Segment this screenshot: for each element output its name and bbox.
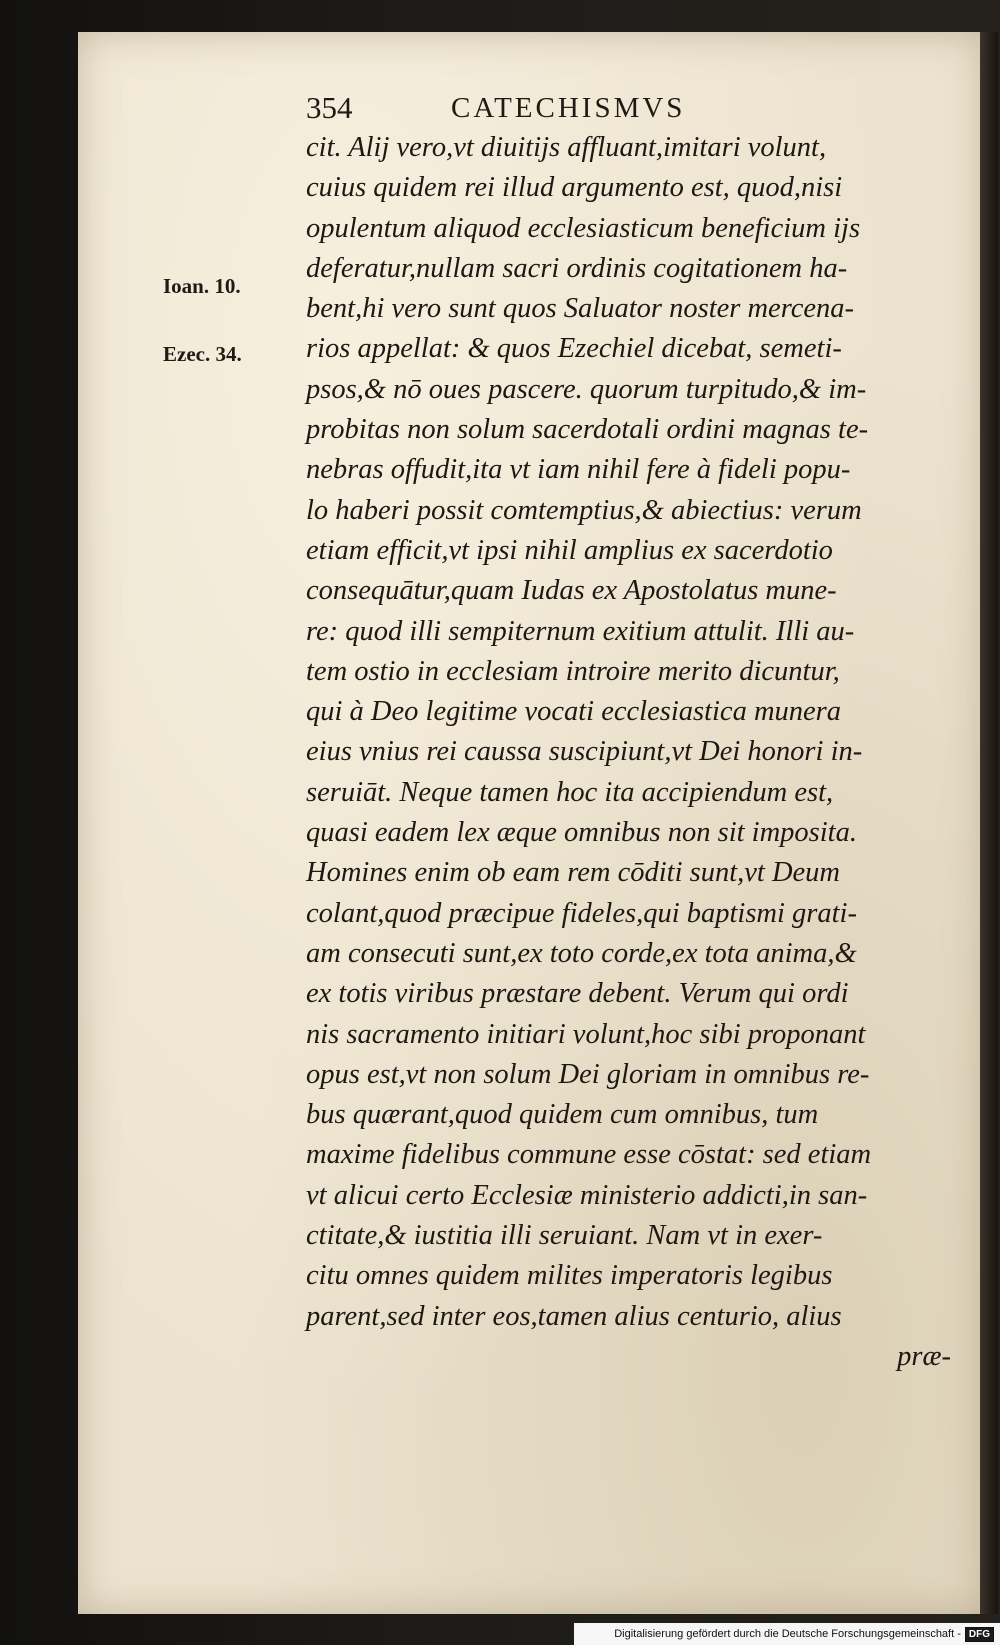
text-line: parent,sed inter eos,tamen alius centurio, alius xyxy=(306,1300,842,1332)
text-line: citu omnes quidem milites imperatoris legibus xyxy=(306,1260,833,1292)
text-line: maxime fidelibus commune esse cōstat: sed etiam xyxy=(306,1139,872,1171)
margin-note-ezekiel: Ezec. 34. xyxy=(163,342,242,366)
text-line: ctitate,& iustitia illi seruiant. Nam vt in exer- xyxy=(306,1220,823,1252)
page-number: 354 xyxy=(306,90,353,125)
text-line: bus quærant,quod quidem cum omnibus, tum xyxy=(306,1099,819,1131)
funding-notice: Digitalisierung gefördert durch die Deutsche Forschungsgemeinschaft - xyxy=(614,1628,961,1640)
text-line: opus est,vt non solum Dei gloriam in omnibus re- xyxy=(306,1058,870,1090)
text-line: nebras offudit,ita vt iam nihil fere à fideli popu- xyxy=(306,454,851,486)
text-line: vt alicui certo Ecclesiæ ministerio addicti,in san- xyxy=(306,1179,868,1211)
text-line: deferatur,nullam sacri ordinis cogitationem ha- xyxy=(306,252,848,284)
text-line: am consecuti sunt,ex toto corde,ex tota anima,& xyxy=(306,937,857,969)
body-text xyxy=(306,128,971,1377)
text-line: colant,quod præcipue fideles,qui baptismi grati- xyxy=(306,897,857,929)
text-line: re: quod illi sempiternum exitium attulit. Illi au- xyxy=(306,615,855,647)
text-line: seruiāt. Neque tamen hoc ita accipiendum est, xyxy=(306,776,834,808)
text-line: bent,hi vero sunt quos Saluator noster mercena- xyxy=(306,293,855,325)
text-line: nis sacramento initiari volunt,hoc sibi proponant xyxy=(306,1018,866,1050)
text-line: consequātur,quam Iudas ex Apostolatus mune- xyxy=(306,575,837,607)
text-line: eius vnius rei caussa suscipiunt,vt Dei honori in- xyxy=(306,736,863,768)
text-line: cuius quidem rei illud argumento est, quod,nisi xyxy=(306,172,843,204)
text-line: lo haberi possit comtemptius,& abiectius: verum xyxy=(306,494,862,526)
digitization-footer xyxy=(574,1623,1000,1645)
text-line: tem ostio in ecclesiam introire merito dicuntur, xyxy=(306,655,840,687)
page-edge xyxy=(980,32,998,1614)
catchword: præ- xyxy=(897,1340,951,1372)
text-line: cit. Alij vero,vt diuitijs affluant,imitari volunt, xyxy=(306,132,827,163)
text-line: rios appellat: & quos Ezechiel dicebat, semeti- xyxy=(306,333,842,365)
dfg-logo: DFG xyxy=(965,1627,994,1642)
text-line: opulentum aliquod ecclesiasticum beneficium ijs xyxy=(306,212,861,244)
text-line: Homines enim ob eam rem cōditi sunt,vt Deum xyxy=(306,857,841,889)
margin-note-john: Ioan. 10. xyxy=(163,274,241,298)
text-line: etiam efficit,vt ipsi nihil amplius ex sacerdotio xyxy=(306,534,833,566)
text-line: ex totis viribus præstare debent. Verum qui ordi xyxy=(306,978,849,1010)
text-line: quasi eadem lex æque omnibus non sit imposita. xyxy=(306,817,857,849)
text-line: probitas non solum sacerdotali ordini magnas te- xyxy=(306,414,869,446)
text-line: psos,& nō oues pascere. quorum turpitudo,& im- xyxy=(306,373,867,405)
page-header xyxy=(306,90,746,130)
text-line: qui à Deo legitime vocati ecclesiastica munera xyxy=(306,696,842,728)
running-head: CATECHISMVS xyxy=(451,92,686,124)
